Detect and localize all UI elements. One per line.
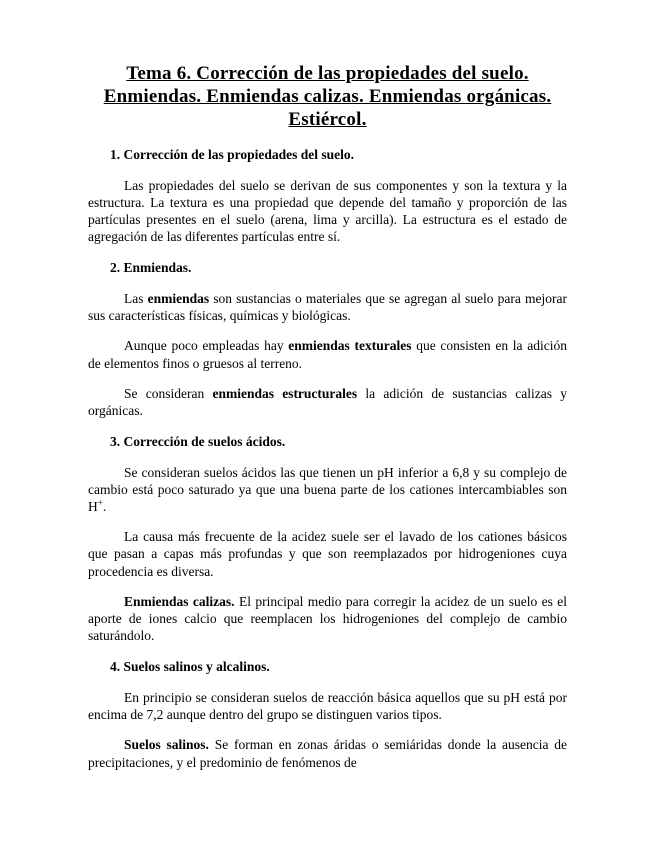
text-run: . <box>102 499 107 515</box>
paragraph <box>88 528 567 579</box>
paragraph <box>88 464 567 515</box>
section-heading: 3. Corrección de suelos ácidos. <box>110 433 286 449</box>
text-run: En principio se consideran suelos de reacción básica aquellos que su pH está por encima de 7,2 aunque dentro del grupo se distinguen varios tipos. <box>88 690 567 723</box>
text-run: Las propiedades del suelo se derivan de sus componentes y son la textura y la estructura. La textura es una propiedad que depende del tamaño y proporción de las partículas presentes en el suelo (arena, lima y arcilla). La estructura es el estado de agregación de las diferentes partículas entre sí. <box>88 177 567 244</box>
paragraph <box>88 593 567 644</box>
paragraph <box>88 736 567 770</box>
document-blocks <box>88 146 567 771</box>
paragraph <box>88 177 567 246</box>
bold-text-run: enmiendas texturales <box>288 338 412 354</box>
text-run: son sustancias o materiales que se agregan al suelo para mejorar sus características físicas, químicas y biológicas. <box>88 291 567 324</box>
text-run: Se consideran suelos ácidos las que tienen un pH inferior a 6,8 y su complejo de cambio está poco saturado ya que una buena parte de los cationes intercambiables son H <box>88 464 567 515</box>
document-title: Tema 6. Corrección de las propiedades del suelo. Enmiendas. Enmiendas calizas. Enmiendas orgánicas. Estiércol. <box>103 63 552 131</box>
text-run: la adición de sustancias calizas y orgánicas. <box>88 385 567 418</box>
text-run: + <box>97 497 103 508</box>
text-run: Las <box>124 291 148 307</box>
text-run: Aunque poco empleadas hay <box>124 338 289 354</box>
section-heading: 4. Suelos salinos y alcalinos. <box>110 659 270 675</box>
paragraph <box>88 385 567 419</box>
text-run: Se consideran <box>124 385 213 401</box>
section-heading: 2. Enmiendas. <box>110 260 192 276</box>
bold-text-run: enmiendas estructurales <box>212 385 358 401</box>
paragraph <box>88 689 567 723</box>
text-run: La causa más frecuente de la acidez suele ser el lavado de los cationes básicos que pasan a capas más profundas y que son reemplazados por hidrogeniones cuya procedencia es diversa. <box>88 529 567 579</box>
paragraph <box>88 337 567 371</box>
bold-text-run: Enmiendas calizas. <box>124 593 235 609</box>
text-run: El principal medio para corregir la acidez de un suelo es el aporte de iones calcio que reemplacen los hidrogeniones del complejo de cambio saturándolo. <box>88 593 567 644</box>
paragraph <box>88 290 567 324</box>
bold-text-run: Suelos salinos. <box>124 737 209 753</box>
bold-text-run: enmiendas <box>147 291 210 307</box>
text-run: Se forman en zonas áridas o semiáridas donde la ausencia de precipitaciones, y el predominio de fenómenos de <box>88 737 567 770</box>
section-heading: 1. Corrección de las propiedades del suelo. <box>110 146 355 162</box>
text-run: que consisten en la adición de elementos finos o gruesos al terreno. <box>88 338 567 371</box>
